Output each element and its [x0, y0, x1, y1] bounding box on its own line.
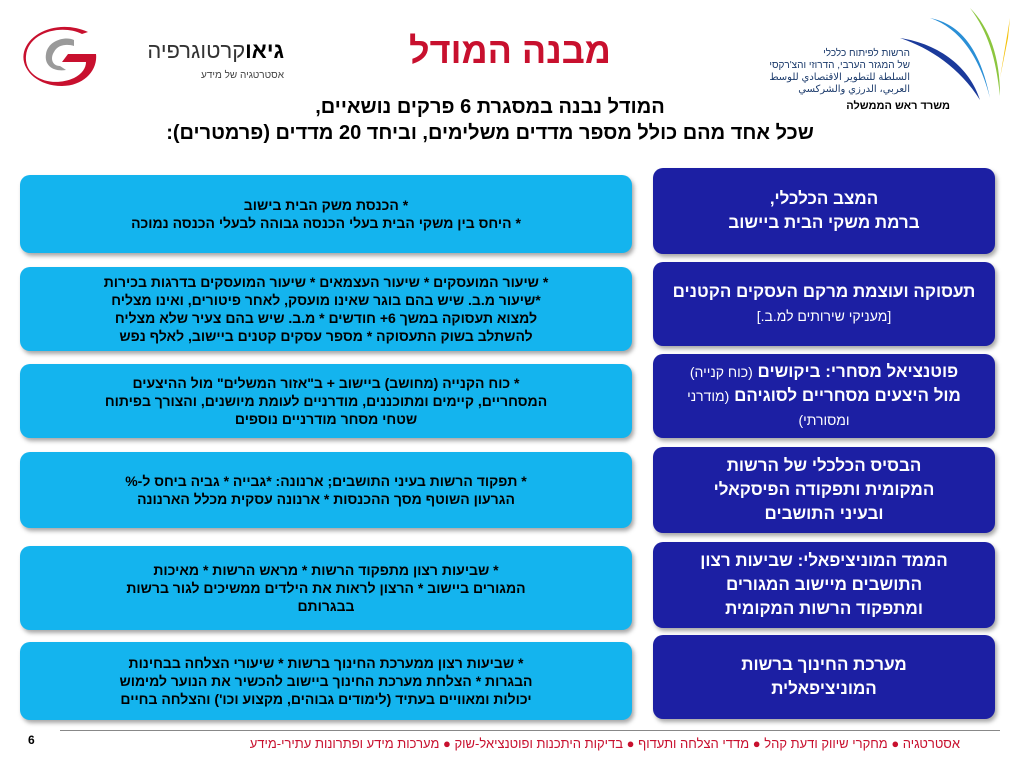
- page-title: מבנה המודל: [409, 30, 611, 71]
- details-box-education: * שביעות רצון ממערכת החינוך ברשות * שיעורי הצלחה בבחינות הבגרות * הצלחת מערכת החינוך ביישוב להכשיר את הנוער למימוש יכולות ומאוויים בעתיד (לימודים גבוהים, מקצוע וכו') והצלחה בחיים: [20, 642, 632, 720]
- page-subtitle: המודל נבנה במסגרת 6 פרקים נושאיים, שכל אחד מהם כולל מספר מדדים משלימים, וביחד 20 מדדים (פרמטרים):: [166, 96, 814, 144]
- pmo-label: משרד ראש הממשלה: [846, 100, 950, 112]
- details-box-fiscal: * תפקוד הרשות בעיני התושבים; ארנונה: *גבייה * גביה ביחס ל-% הגרעון השוטף מסך ההכנסות * ארנונה עסקית מכלל הארנונה: [20, 452, 632, 528]
- authority-emblem-icon: [900, 8, 1010, 103]
- footer-services: אסטרטגיה ● מחקרי שיווק ודעת קהל ● מדדי הצלחה ותעדוף ● בדיקות היתכנות ופוטנציאל-שוק ● מערכות מידע ופתרונות עתירי-מידע: [249, 736, 960, 751]
- footer-divider: [60, 730, 1000, 731]
- chapter-box-municipal: הממד המוניציפאלי: שביעות רצון התושבים מיישוב המגורים ומתפקוד הרשות המקומית: [653, 542, 995, 628]
- geocartography-logo: [22, 26, 282, 86]
- chapter-box-education: מערכת החינוך ברשות המוניציפאלית: [653, 635, 995, 719]
- details-box-economy: * הכנסת משק הבית בישוב * היחס בין משקי הבית בעלי הכנסה גבוהה לבעלי הכנסה נמוכה: [20, 175, 632, 253]
- chapter-box-fiscal: הבסיס הכלכלי של הרשות המקומית ותפקודה הפיסקאלי ובעיני התושבים: [653, 447, 995, 533]
- chapter-box-employment: תעסוקה ועוצמת מרקם העסקים הקטנים [מעניקי שירותים למ.ב.]: [653, 262, 995, 346]
- logo-brand-name: גיאוקרטוגרפיה: [147, 38, 284, 63]
- chapter-box-commercial: פוטנציאל מסחרי: ביקושים (כוח קנייה) מול היצעים מסחריים לסוגיהם (מודרני ומסורתי): [653, 354, 995, 438]
- logo-tagline: אסטרטגיה של מידע: [201, 70, 284, 81]
- authority-name: הרשות לפיתוח כלכלי של המגזר הערבי, הדרוזי והצ'רקסי السلطة للتطوير الاقتصادي للوسط العربي، الدرزي والشركسي: [769, 48, 910, 95]
- chapter-box-economy: המצב הכלכלי, ברמת משקי הבית ביישוב: [653, 168, 995, 254]
- details-box-municipal: * שביעות רצון מתפקוד הרשות * מראש הרשות * מאיכות המגורים ביישוב * הרצון לראות את הילדים ממשיכים לגור ברשות בבגרותם: [20, 546, 632, 630]
- details-box-employment: * שיעור המועסקים * שיעור העצמאים * שיעור המועסקים בדרגות בכירות *שיעור מ.ב. שיש בהם בוגר שאינו מועסק, לאחר פיטורים, ואינו מצליח למצוא תעסוקה במשך 6+ חודשים * מ.ב. שיש בהם צעיר שלא מצליח להשתלב בשוק התעסוקה * מספר עסקים קטנים ביישוב, לאלף נפש: [20, 267, 632, 351]
- page-number: 6: [28, 733, 35, 747]
- details-box-commercial: * כוח הקנייה (מחושב) ביישוב + ב"אזור המשלים" מול ההיצעים המסחריים, קיימים ומתוכננים, מודרניים לעומת מיושנים, והצורך בפיתוח שטחי מסחר מודרניים נוספים: [20, 364, 632, 438]
- geo-swoosh-icon: [22, 26, 102, 88]
